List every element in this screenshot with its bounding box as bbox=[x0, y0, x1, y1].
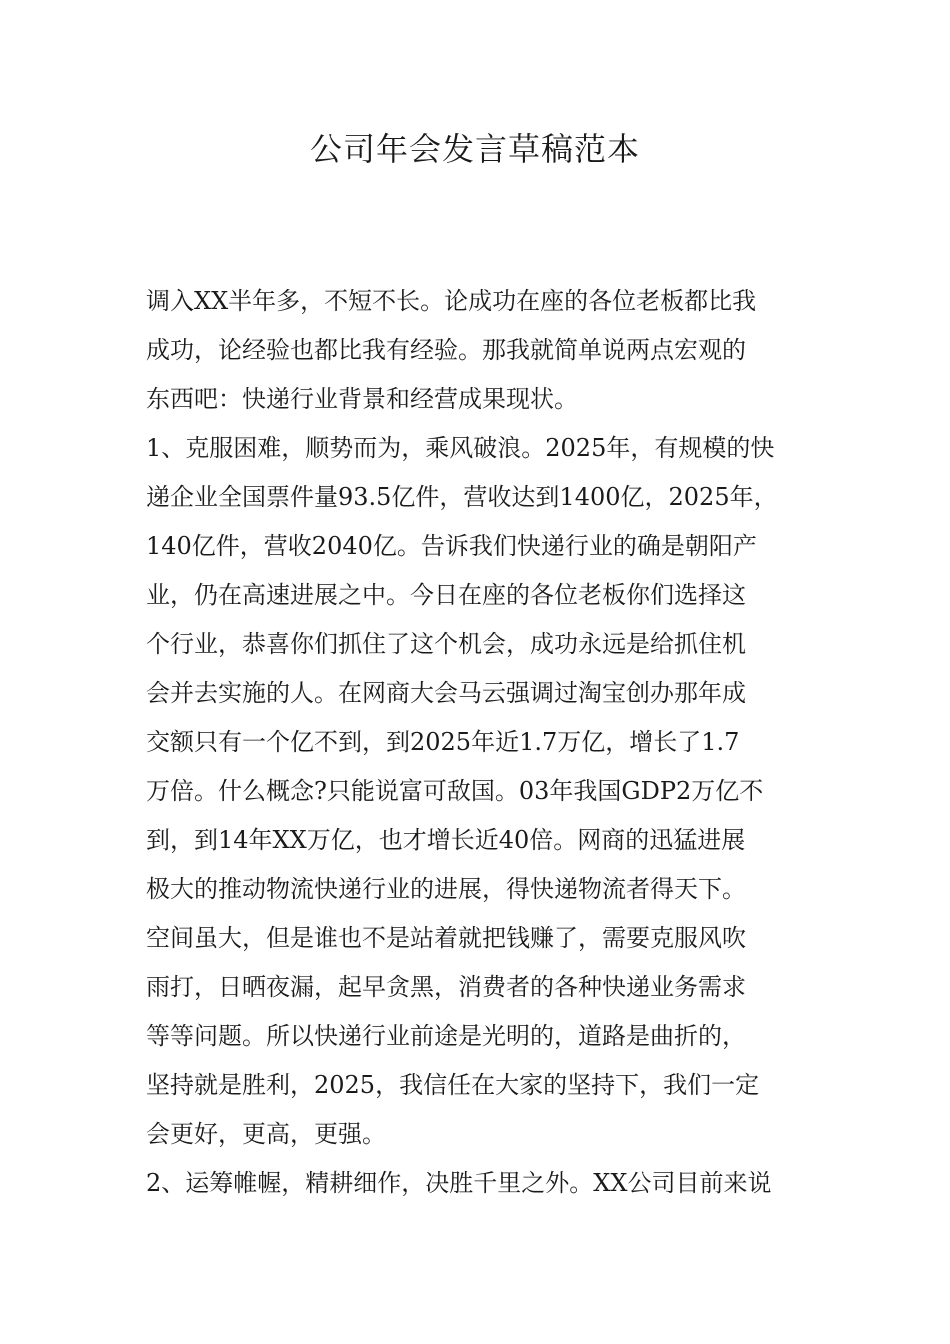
text-line: 极大的推动物流快递行业的进展，得快递物流者得天下。 bbox=[146, 875, 746, 903]
text-line: 2、运筹帷幄，精耕细作，决胜千里之外。XX公司目前来说 bbox=[146, 1169, 772, 1197]
text-line: 交额只有一个亿不到，到2025年近1.7万亿，增长了1.7 bbox=[146, 728, 740, 756]
text-line: 140亿件，营收2040亿。告诉我们快递行业的确是朝阳产 bbox=[146, 532, 757, 560]
text-line: 个行业，恭喜你们抓住了这个机会，成功永远是给抓住机 bbox=[146, 630, 746, 658]
text-line: 递企业全国票件量93.5亿件，营收达到1400亿，2025年， bbox=[146, 483, 778, 511]
text-line: 坚持就是胜利，2025，我信任在大家的坚持下，我们一定 bbox=[146, 1071, 760, 1099]
text-line: 成功，论经验也都比我有经验。那我就简单说两点宏观的 bbox=[146, 336, 746, 364]
text-line: 东西吧：快递行业背景和经营成果现状。 bbox=[146, 385, 578, 413]
text-line: 调入XX半年多，不短不长。论成功在座的各位老板都比我 bbox=[146, 287, 757, 315]
text-line: 空间虽大，但是谁也不是站着就把钱赚了，需要克服风吹 bbox=[146, 924, 746, 952]
document-body bbox=[146, 277, 836, 1208]
text-line: 到，到14年XX万亿，也才增长近40倍。网商的迅猛进展 bbox=[146, 826, 746, 854]
text-line: 雨打，日晒夜漏，起早贪黑，消费者的各种快递业务需求 bbox=[146, 973, 746, 1001]
text-line: 业，仍在高速进展之中。今日在座的各位老板你们选择这 bbox=[146, 581, 746, 609]
text-line: 会并去实施的人。在网商大会马云强调过淘宝创办那年成 bbox=[146, 679, 746, 707]
text-line: 万倍。什么概念?只能说富可敌国。03年我国GDP2万亿不 bbox=[146, 777, 764, 805]
text-line: 等等问题。所以快递行业前途是光明的，道路是曲折的， bbox=[146, 1022, 746, 1050]
document-title: 公司年会发言草稿范本 bbox=[309, 130, 640, 168]
text-line: 1、克服困难，顺势而为，乘风破浪。2025年，有规模的快 bbox=[146, 434, 775, 462]
text-line: 会更好，更高，更强。 bbox=[146, 1120, 386, 1148]
